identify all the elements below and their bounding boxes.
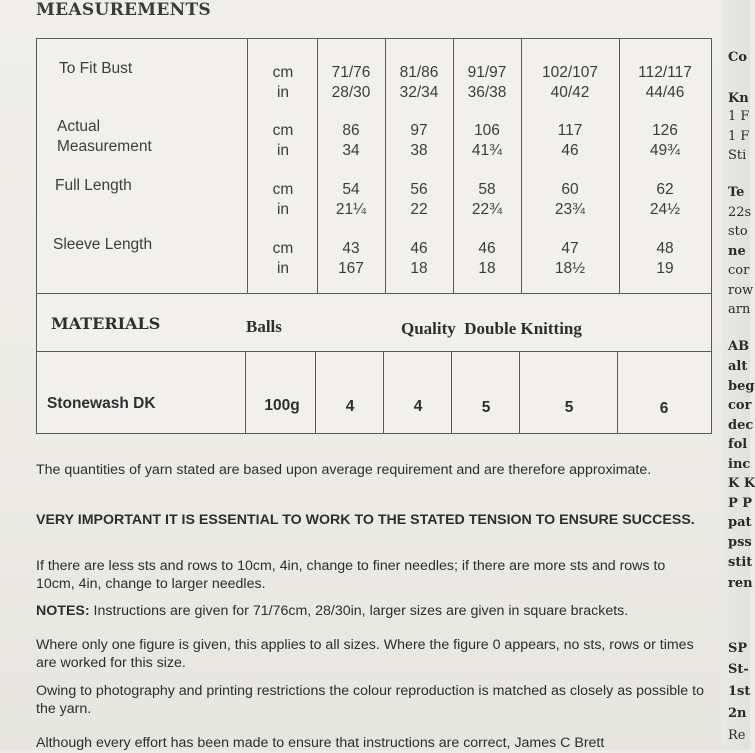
- side-text: sto: [728, 224, 748, 239]
- row-label: To Fit Bust: [59, 60, 133, 77]
- value-cm: 54: [342, 181, 360, 198]
- column-divider: [617, 351, 618, 433]
- value-in: 38: [410, 142, 428, 159]
- value-in: 49¾: [649, 142, 681, 159]
- materials-heading: MATERIALS: [51, 314, 161, 333]
- row-label: Full Length: [55, 177, 132, 194]
- value-in: 19: [656, 260, 674, 277]
- column-divider: [245, 351, 246, 433]
- ball-count: 4: [413, 398, 423, 415]
- side-text: P P: [728, 496, 753, 511]
- value-in: 23¾: [554, 201, 586, 218]
- figures-note: Where only one figure is given, this applies to all sizes. Where the figure 0 appears, no sts, rows or times are worked for this size.: [36, 637, 694, 671]
- column-divider: [451, 351, 452, 433]
- value-cm: 86: [342, 122, 360, 139]
- yarn-name: Stonewash DK: [47, 395, 156, 412]
- side-text: stit: [728, 555, 753, 570]
- side-text: St-: [728, 662, 749, 677]
- value-cm: 46: [410, 240, 428, 257]
- unit-cm: cm: [272, 122, 294, 139]
- side-text: pss: [728, 535, 752, 550]
- quality-label: Quality Double Knitting: [401, 319, 582, 338]
- value-cm: 43: [342, 240, 360, 257]
- size-cm: 91/97: [467, 64, 507, 81]
- side-text: cor: [728, 398, 752, 413]
- notes-label: NOTES:: [36, 603, 90, 619]
- value-in: 41¾: [471, 142, 503, 159]
- row-label: Measurement: [57, 138, 152, 155]
- side-text: fol: [728, 437, 748, 452]
- value-in: 21¼: [335, 201, 367, 218]
- side-text: inc: [728, 457, 751, 472]
- unit-in: in: [276, 142, 290, 159]
- quantities-note: The quantities of yarn stated are based upon average requirement and are therefore approximate.: [36, 462, 652, 478]
- side-text: Co: [728, 50, 748, 65]
- side-text: ne: [728, 244, 746, 259]
- side-text: 1 F: [728, 129, 750, 144]
- side-text: row: [728, 283, 754, 298]
- side-text: Te: [728, 185, 745, 200]
- side-text: arn: [728, 302, 751, 317]
- size-cm: 112/117: [638, 64, 692, 81]
- column-divider: [247, 39, 248, 293]
- side-text: Re: [728, 728, 746, 743]
- column-divider: [315, 351, 316, 433]
- measurements-table: [36, 38, 712, 434]
- value-cm: 48: [656, 240, 674, 257]
- row-label: Actual: [57, 118, 101, 135]
- yarn-weight: 100g: [264, 397, 300, 414]
- side-text: 1st: [728, 684, 751, 699]
- table-divider: [37, 351, 711, 352]
- side-text: Sti: [728, 148, 747, 163]
- value-in: 18: [478, 260, 496, 277]
- side-text: 2n: [728, 706, 747, 721]
- unit-in: in: [276, 84, 290, 101]
- value-cm: 126: [652, 122, 678, 139]
- notes-text: Instructions are given for 71/76cm, 28/30in, larger sizes are given in square brackets.: [89, 603, 629, 619]
- value-cm: 62: [656, 181, 674, 198]
- ball-count: 5: [564, 399, 574, 416]
- side-text: SP: [728, 641, 748, 656]
- sizes-note: [36, 603, 706, 621]
- side-text: ren: [728, 576, 753, 591]
- value-cm: 58: [478, 181, 496, 198]
- colour-note: Owing to photography and printing restrictions the colour reproduction is matched as closely as possible to the yarn.: [36, 683, 704, 717]
- value-cm: 117: [557, 122, 583, 139]
- measurements-heading: MEASUREMENTS: [36, 0, 211, 20]
- side-text: dec: [728, 418, 754, 433]
- side-text: K K: [728, 476, 755, 491]
- size-in: 28/30: [331, 84, 371, 101]
- tension-warning: VERY IMPORTANT IT IS ESSENTIAL TO WORK TO THE STATED TENSION TO ENSURE SUCCESS.: [36, 512, 695, 528]
- side-text: AB: [728, 339, 750, 354]
- column-divider: [619, 39, 620, 293]
- value-cm: 56: [410, 181, 428, 198]
- side-text: 22s: [728, 205, 752, 220]
- value-in: 22: [410, 201, 428, 218]
- value-cm: 60: [561, 181, 579, 198]
- value-in: 18½: [554, 260, 586, 277]
- ball-count: 5: [481, 399, 491, 416]
- size-in: 40/42: [550, 84, 590, 101]
- value-in: 24½: [649, 201, 681, 218]
- unit-in: in: [276, 260, 290, 277]
- value-in: 46: [561, 142, 579, 159]
- side-text: Kn: [728, 91, 749, 106]
- balls-label: Balls: [246, 317, 282, 336]
- needle-advice: If there are less sts and rows to 10cm, 4in, change to finer needles; if there are more sts and rows to 10cm, 4in, change to larger needles.: [36, 558, 666, 592]
- ball-count: 6: [659, 400, 669, 417]
- ball-count: 4: [345, 398, 355, 415]
- unit-cm: cm: [272, 240, 294, 257]
- size-cm: 71/76: [331, 64, 371, 81]
- value-cm: 106: [474, 122, 500, 139]
- unit-cm: cm: [272, 64, 294, 81]
- disclaimer-note: Although every effort has been made to ensure that instructions are correct, James C Brett: [36, 735, 605, 751]
- value-in: 34: [342, 142, 360, 159]
- unit-cm: cm: [272, 181, 294, 198]
- value-cm: 47: [561, 240, 579, 257]
- size-in: 36/38: [467, 84, 507, 101]
- value-in: 18: [410, 260, 428, 277]
- value-cm: 46: [478, 240, 496, 257]
- value-cm: 97: [410, 122, 428, 139]
- unit-in: in: [276, 201, 290, 218]
- size-in: 32/34: [399, 84, 439, 101]
- size-cm: 81/86: [399, 64, 439, 81]
- size-cm: 102/107: [541, 64, 599, 81]
- column-divider: [383, 351, 384, 433]
- side-text: cor: [728, 263, 750, 278]
- row-label: Sleeve Length: [53, 236, 153, 253]
- column-divider: [519, 351, 520, 433]
- size-in: 44/46: [645, 84, 685, 101]
- side-text: 1 F: [728, 109, 750, 124]
- side-text: beg: [728, 379, 755, 394]
- side-text: pat: [728, 515, 752, 530]
- side-text: alt: [728, 359, 748, 374]
- value-in: 22¾: [471, 201, 503, 218]
- value-in: 167: [338, 260, 364, 277]
- table-divider: [37, 293, 711, 294]
